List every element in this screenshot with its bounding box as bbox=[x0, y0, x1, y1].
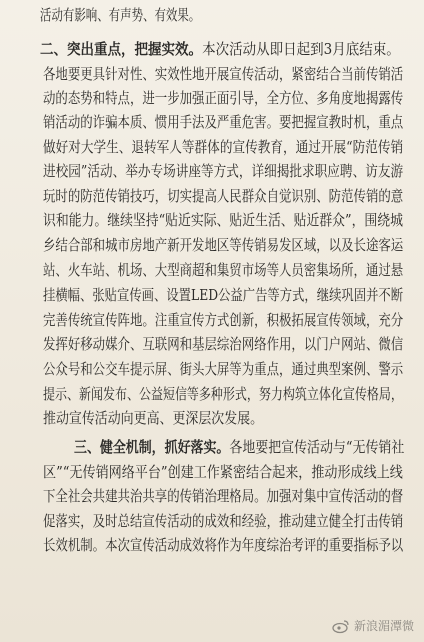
text-line bbox=[43, 285, 404, 307]
watermark bbox=[332, 617, 414, 634]
text-line bbox=[43, 210, 403, 232]
text-line bbox=[74, 437, 405, 459]
watermark-text: 新浪湄潭微 bbox=[353, 619, 414, 633]
text-segment: 促落实，及时总结宣传活动的成效和经验，推动建立健全打击传销 bbox=[43, 513, 404, 530]
text-segment: 区”“无传销网络平台”创建工作紧密结合起来，推动形成线上线 bbox=[43, 464, 403, 481]
text-segment: 挂横幅、张贴宣传画、设置LED公益广告等方式，继续巩固并不断 bbox=[43, 287, 404, 304]
text-line bbox=[43, 137, 404, 159]
text-segment: 发挥好移动媒介、互联网和基层综治网络作用，以门户网站、微信 bbox=[43, 336, 404, 353]
text-line bbox=[43, 64, 404, 86]
text-segment: 公众号和公交车提示屏、街头大屏等为重点，通过典型案例、警示 bbox=[43, 361, 404, 378]
text-line bbox=[40, 5, 201, 27]
text-line bbox=[43, 310, 404, 332]
text-segment: 做好对大学生、退转军人等群体的宣传教育，通过开展“防范传销 bbox=[43, 139, 404, 156]
text-segment: 识和能力。继续坚持“贴近实际、贴近生活、贴近群众”，围绕城 bbox=[43, 212, 403, 229]
text-line bbox=[43, 161, 404, 183]
text-segment: 长效机制。本次宣传活动成效将作为年度综治考评的重要指标予以 bbox=[43, 537, 404, 554]
text-segment: 各地要更具针对性、实效性地开展宣传活动，紧密结合当前传销活 bbox=[43, 66, 404, 83]
text-segment: 提示、新闻发布、公益短信等多种形式，努力构筑立体化宣传格局， bbox=[43, 386, 403, 403]
weibo-logo-icon bbox=[332, 619, 350, 633]
text-segment: 各地要把宣传活动与“无传销社 bbox=[229, 439, 405, 456]
text-line bbox=[40, 39, 400, 61]
text-line bbox=[43, 235, 404, 257]
text-line bbox=[43, 334, 404, 356]
text-segment: 下全社会共建共治共享的传销治理格局。加强对集中宣传活动的督 bbox=[43, 488, 404, 505]
text-line bbox=[43, 486, 404, 508]
text-line bbox=[43, 511, 404, 533]
text-segment: 站、火车站、机场、大型商超和集贸市场等人员密集场所，通过悬 bbox=[43, 262, 404, 279]
text-line bbox=[43, 88, 404, 110]
text-segment: 活动有影响、有声势、有效果。 bbox=[40, 7, 201, 24]
text-line bbox=[43, 186, 404, 208]
text-segment: 销活动的诈骗本质、惯用手法及严重危害。要把握宣教时机，重点 bbox=[43, 114, 404, 131]
text-segment: 动的态势和特点，进一步加强正面引导，全方位、多角度地揭露传 bbox=[43, 90, 404, 107]
text-line bbox=[43, 408, 264, 430]
text-segment: 本次活动从即日起到3月底结束。 bbox=[202, 41, 400, 58]
text-line bbox=[43, 359, 404, 381]
text-line bbox=[43, 260, 404, 282]
text-segment: 玩时的防范传销技巧，切实提高人民群众自觉识别、防范传销的意 bbox=[43, 188, 404, 205]
section-heading: 二、突出重点，把握实效。 bbox=[40, 41, 203, 58]
text-line bbox=[43, 462, 403, 484]
text-line bbox=[43, 384, 403, 406]
text-line bbox=[43, 112, 404, 134]
text-segment: 进校园”活动、举办专场讲座等方式，详细揭批求职应聘、访友游 bbox=[43, 163, 404, 180]
section-heading: 三、健全机制，抓好落实。 bbox=[74, 439, 230, 456]
text-segment: 推动宣传活动向更高、更深层次发展。 bbox=[43, 410, 264, 427]
text-segment: 乡结合部和城市房地产新开发地区等传销易发区域，以及长途客运 bbox=[43, 237, 404, 254]
text-segment: 完善传统宣传阵地。注重宣传方式创新，积极拓展宣传领域，充分 bbox=[43, 312, 404, 329]
text-line bbox=[43, 535, 404, 557]
